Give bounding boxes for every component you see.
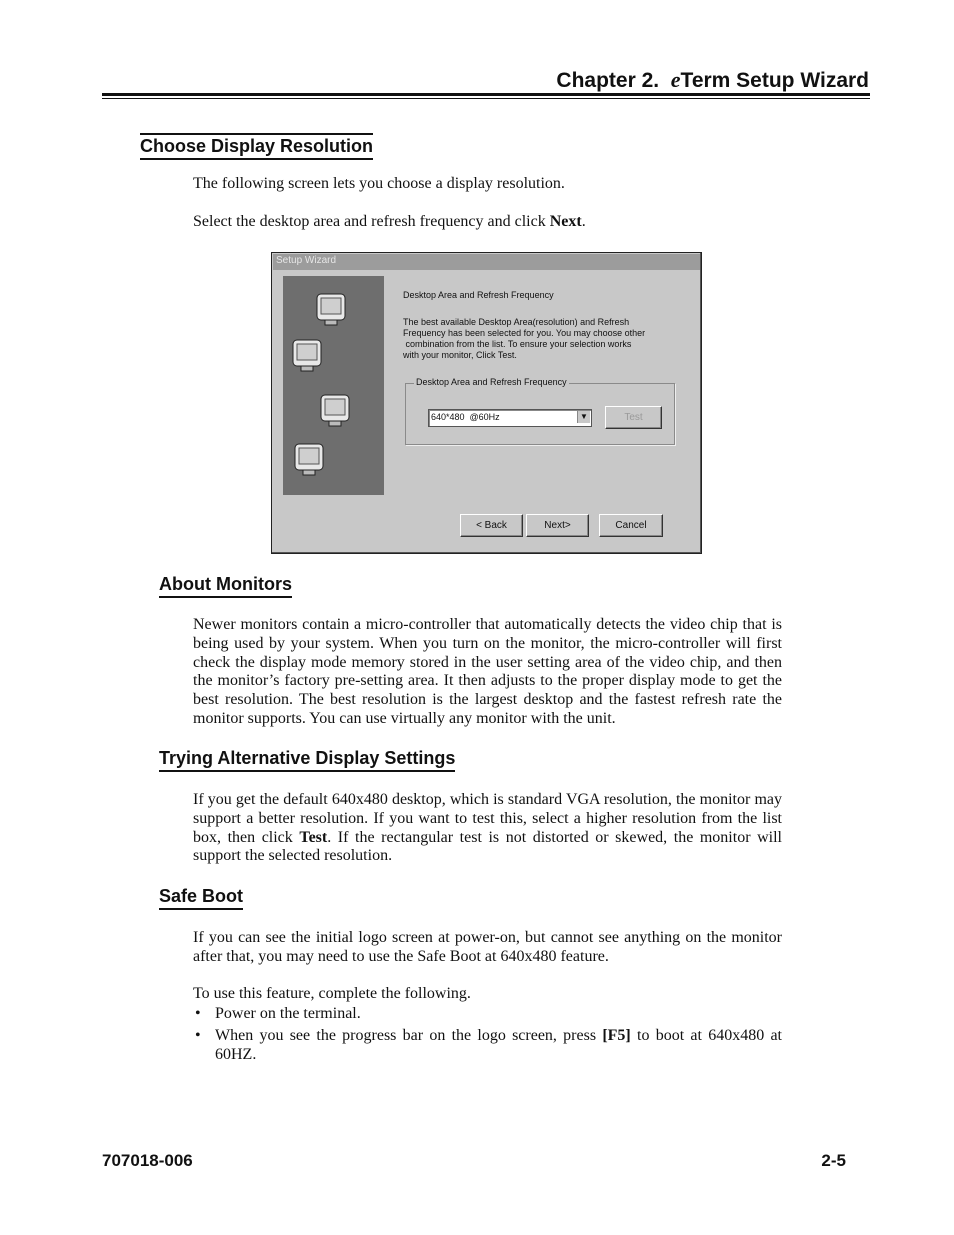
trying-paragraph: [193, 791, 782, 866]
dialog-title: Setup Wizard: [276, 255, 337, 266]
heading-about-monitors: About Monitors: [159, 574, 292, 598]
next-button[interactable]: Next>: [526, 514, 589, 537]
chapter-prefix: Chapter 2.: [556, 69, 660, 92]
resolution-select[interactable]: [428, 409, 592, 427]
heading-safe-boot: Safe Boot: [159, 886, 243, 910]
dialog-desc-line: Frequency has been selected for you. You may choose other: [403, 328, 646, 338]
dialog-desc-line: The best available Desktop Area(resolution) and Refresh: [403, 317, 630, 327]
header-rule-thin: [102, 98, 870, 99]
step-text: When you see the progress bar on the logo screen, press: [215, 1026, 603, 1044]
header-rule-thick: [102, 93, 870, 96]
list-item: [193, 1027, 782, 1065]
back-button[interactable]: < Back: [460, 514, 523, 537]
list-item: [193, 1005, 782, 1024]
about-monitors-paragraph: Newer monitors contain a micro-controller that automatically detects the video chip that is being used by your system. When you turn on the monitor, the micro-controller will first check the display mode memory stored in the user setting area of the video chip, and then the monitor’s factory pre-setting area. It then adjusts to the proper display mode to get the best resolution. The best resolution is the largest desktop and the fastest refresh rate the monitor supports. You can use virtually any monitor with the unit.: [193, 616, 782, 727]
chapter-e: e: [670, 67, 681, 92]
cancel-button[interactable]: Cancel: [599, 514, 663, 537]
trying-text-end: . If the rectangular test is not distorted or skewed, the monitor will support the selected resolution.: [193, 828, 782, 865]
monitor-illustration-panel: [283, 276, 384, 495]
heading-trying-alternative-settings: Trying Alternative Display Settings: [159, 748, 455, 772]
monitor-icon: [289, 440, 329, 480]
safe-boot-paragraph-2: To use this feature, complete the following.: [193, 985, 471, 1002]
choose-p2-next: Next: [549, 213, 582, 230]
test-button[interactable]: Test: [605, 406, 662, 429]
monitor-icon: [287, 336, 327, 376]
trying-test-bold: Test: [299, 828, 328, 846]
monitor-icon: [311, 290, 351, 330]
choose-p2-text: Select the desktop area and refresh frequency and click: [193, 213, 550, 230]
resolution-select-value: 640*480 @60Hz: [431, 412, 500, 422]
page-number: 2-5: [821, 1151, 846, 1170]
dialog-heading: Desktop Area and Refresh Frequency: [403, 290, 554, 300]
safe-boot-steps: [193, 1005, 782, 1064]
chapter-rest: Term Setup Wizard: [680, 69, 869, 92]
safe-boot-paragraph-1: If you can see the initial logo screen at power-on, but cannot see anything on the monitor after that, you may need to use the Safe Boot at 640x480 feature.: [193, 929, 782, 965]
choose-paragraph-1: The following screen lets you choose a display resolution.: [193, 175, 565, 192]
f5-key: [F5]: [602, 1026, 631, 1044]
chevron-down-icon[interactable]: ▼: [577, 411, 590, 423]
group-box-label: Desktop Area and Refresh Frequency: [416, 377, 567, 387]
bullet-icon: •: [195, 1026, 201, 1044]
trying-text: If you get the default 640x480 desktop, which is standard VGA resolution, the monitor may support a better resolution. If you want to test this, select a higher resolution from the list box, then click: [193, 791, 782, 846]
document-number: 707018-006: [102, 1151, 193, 1170]
choose-p2-end: .: [581, 213, 586, 230]
step-text-end: to boot at 640x480 at 60HZ.: [215, 1026, 783, 1063]
heading-choose-display-resolution: Choose Display Resolution: [140, 133, 373, 160]
dialog-desc-line: with your monitor, Click Test.: [403, 350, 517, 360]
chapter-title: [556, 67, 869, 93]
step-text: Power on the terminal.: [215, 1005, 361, 1022]
choose-paragraph-2: [193, 213, 782, 232]
dialog-titlebar: [273, 254, 700, 270]
bullet-icon: •: [195, 1005, 201, 1022]
dialog-desc-line: combination from the list. To ensure your selection works: [403, 339, 632, 349]
monitor-icon: [315, 391, 355, 431]
setup-wizard-dialog: [271, 252, 702, 554]
